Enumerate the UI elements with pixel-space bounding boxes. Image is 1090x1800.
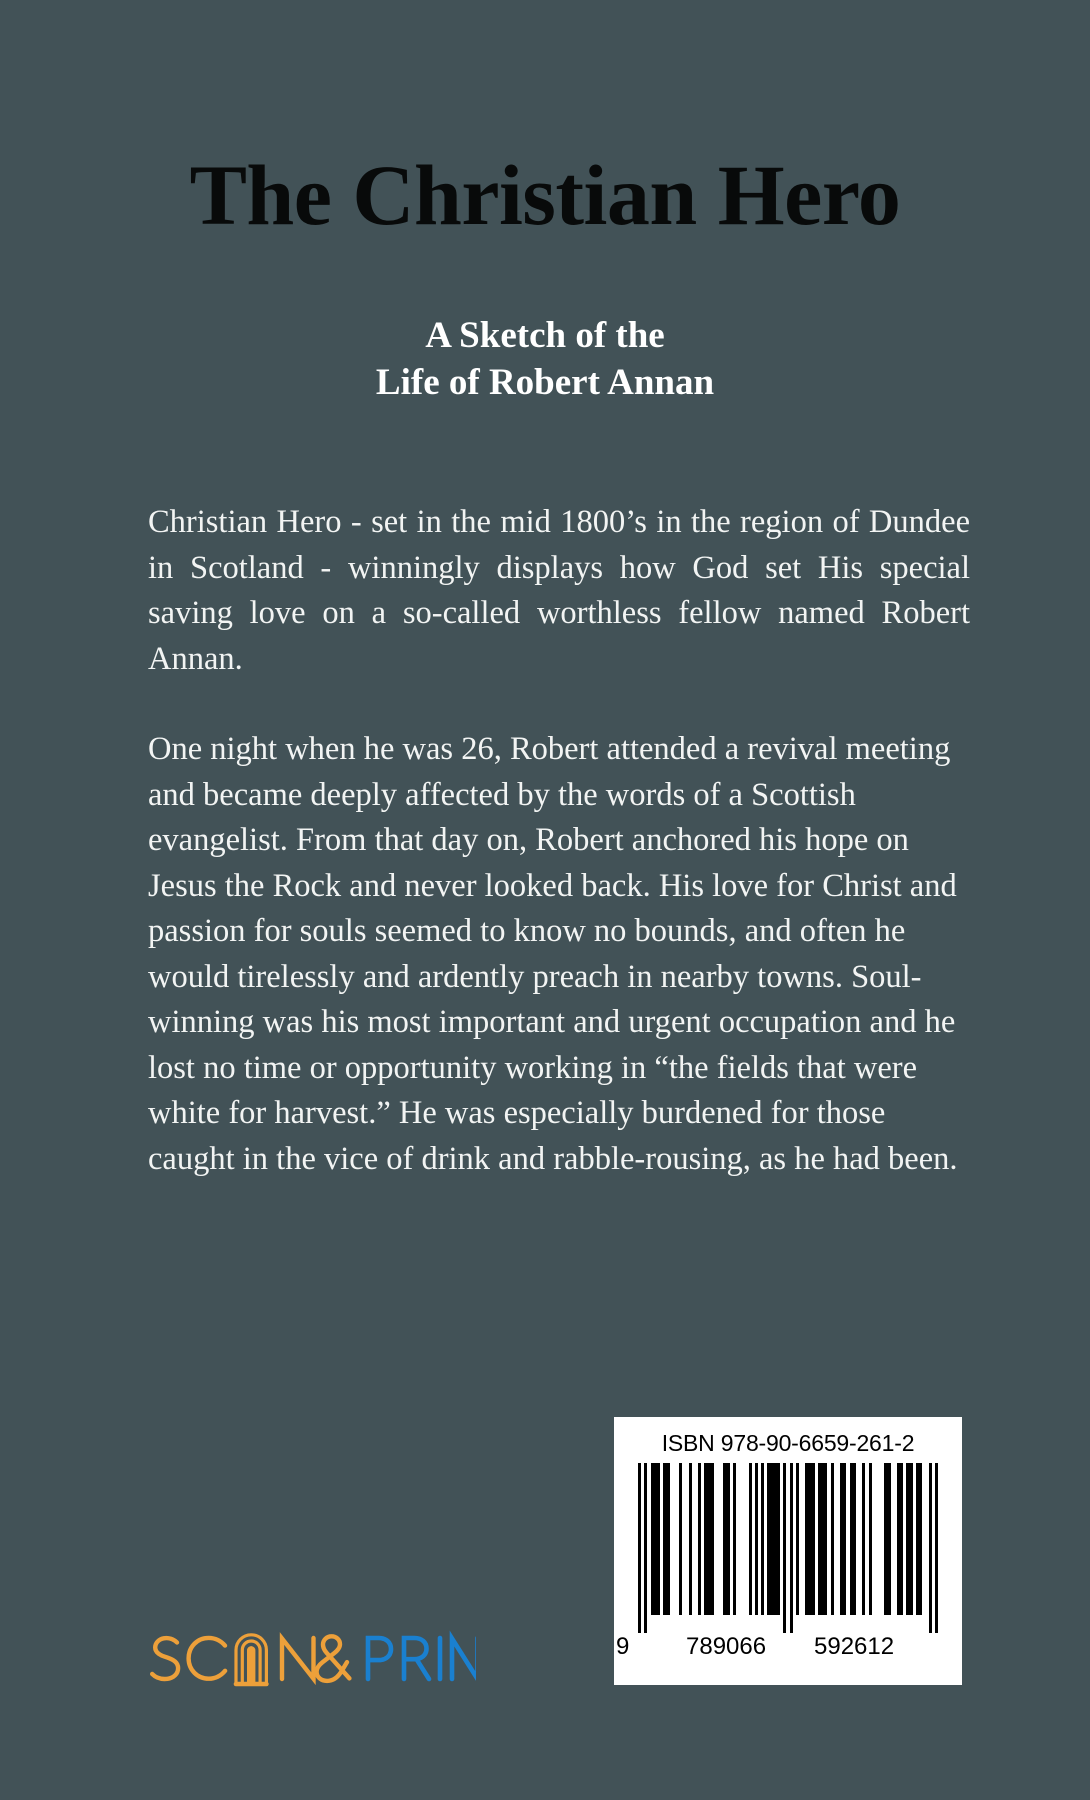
ean-lead-digit: 9 xyxy=(616,1633,630,1660)
book-subtitle xyxy=(0,312,1090,407)
logo-ampersand xyxy=(317,1636,350,1681)
back-cover-blurb xyxy=(148,500,970,1182)
ean-digits-row xyxy=(616,1633,938,1663)
logo-print-letters xyxy=(368,1638,476,1679)
ean-left-group: 789066 xyxy=(686,1633,767,1660)
book-title: The Christian Hero xyxy=(189,147,901,243)
isbn-barcode-block xyxy=(614,1417,962,1685)
blurb-paragraph-2: One night when he was 26, Robert attended a revival meeting and became deeply affected by the words of a Scottish evangelist. From that day on, Robert anchored his hope on Jesus the Rock and never looked back. His love for Christ and passion for souls seemed to know no bounds, and often he would tirelessly and ardently preach in nearby towns. Soul-winning was his most important and urgent occupation and he lost no time or opportunity working in “the fields that were white for harvest.” He was especially burdened for those caught in the vice of drink and rabble-rousing, as he had been. xyxy=(148,731,958,1177)
ean-right-group: 592612 xyxy=(814,1633,895,1660)
book-arch-icon xyxy=(236,1635,266,1684)
logo-scan-letters xyxy=(152,1638,313,1679)
scan-and-print-logo xyxy=(146,1628,476,1694)
book-subtitle-line-2: Life of Robert Annan xyxy=(375,362,715,404)
book-subtitle-line-1: A Sketch of the xyxy=(425,315,665,356)
barcode-bars xyxy=(638,1463,938,1633)
isbn-label: ISBN 978-90-6659-261-2 xyxy=(661,1430,915,1456)
blurb-paragraph-1: Christian Hero - set in the mid 1800’s in the region of Dundee in Scotland - winningly displays how God set His special saving love on a so-called worthless fellow named Robert Annan. xyxy=(148,504,970,677)
